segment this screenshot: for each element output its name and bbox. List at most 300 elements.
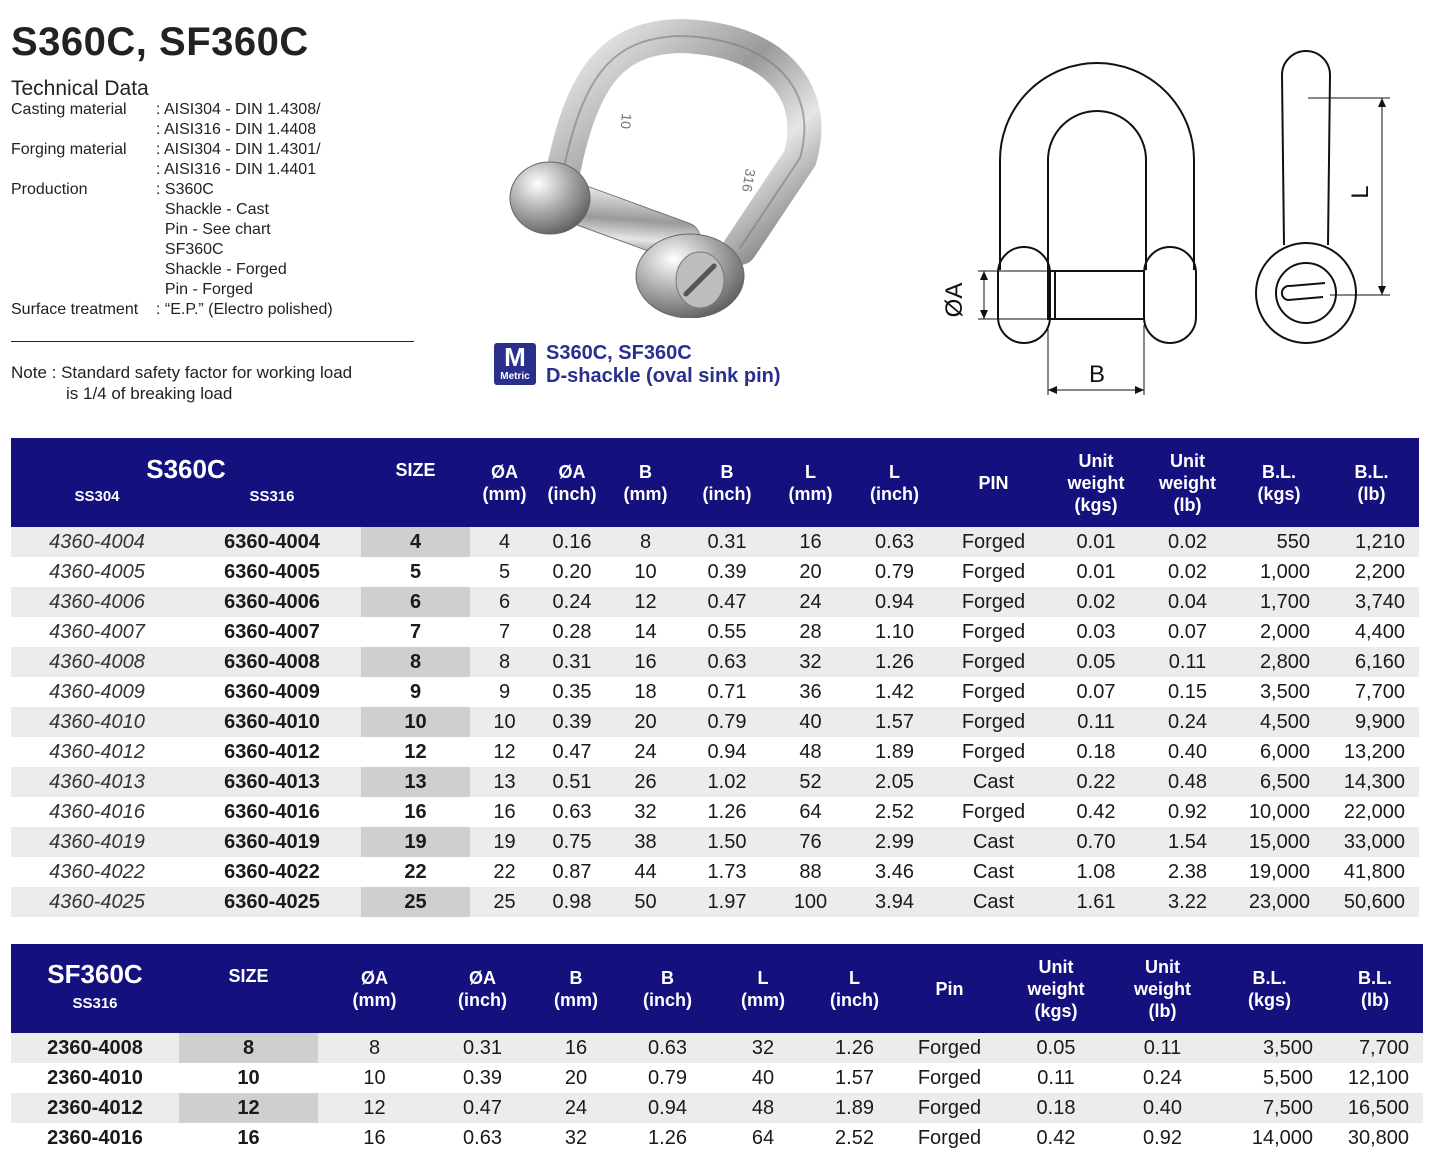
- spec-value: : “E.P.” (Electro polished): [156, 301, 333, 318]
- photo-mark-top: 10: [617, 112, 635, 130]
- table-cell: 12: [493, 740, 516, 763]
- table-cell: 0.55: [707, 620, 747, 643]
- column-header-line: B.L.: [1354, 461, 1389, 482]
- sf-ss316-label: SS316: [72, 994, 118, 1012]
- table-cell: 12: [318, 1093, 431, 1123]
- table-cell: 4360-4010: [11, 707, 183, 737]
- table-cell: 40: [768, 707, 853, 737]
- table-cell: 3,500: [1259, 680, 1310, 703]
- table-cell: 20: [605, 707, 686, 737]
- column-header: [431, 944, 534, 1033]
- table-cell: 0.39: [463, 1066, 502, 1089]
- table-cell: 1.26: [809, 1033, 900, 1063]
- sf360c-group-header: [11, 944, 179, 1033]
- spec-value: Shackle - Cast: [156, 201, 269, 218]
- table-cell: 0.24: [539, 587, 605, 617]
- table-cell: 0.03: [1076, 620, 1116, 643]
- table-cell: 25: [361, 887, 470, 917]
- s360c-group-title: S360C: [146, 453, 226, 484]
- table-cell: 18: [634, 680, 657, 703]
- table-cell: 50,600: [1324, 887, 1419, 917]
- table-cell: 0.92: [1143, 1126, 1182, 1149]
- table-cell: 1.57: [853, 707, 936, 737]
- table-cell: 7,700: [1327, 1033, 1423, 1063]
- column-header: [1324, 438, 1419, 527]
- table-cell: Cast: [972, 860, 1015, 883]
- table-cell: 12,100: [1347, 1066, 1409, 1089]
- table-cell: 14: [634, 620, 657, 643]
- metric-text: Metric: [500, 371, 530, 382]
- table-row: [11, 797, 1419, 827]
- spec-value: : S360C: [156, 181, 214, 198]
- table-cell: 10: [363, 1066, 386, 1089]
- column-header-line: ØA: [491, 461, 518, 482]
- column-header-line: B.L.: [1262, 461, 1296, 482]
- column-header-line: SIZE: [228, 965, 269, 986]
- table-cell: 0.22: [1051, 767, 1141, 797]
- page-title: S360C, SF360C: [11, 20, 309, 64]
- table-cell: 48: [717, 1093, 809, 1123]
- table-cell: 6,160: [1324, 647, 1419, 677]
- table-cell: 8: [179, 1033, 318, 1063]
- table-cell: 76: [768, 827, 853, 857]
- table-cell: 9: [498, 680, 511, 703]
- table-cell: 33,000: [1324, 827, 1419, 857]
- table-cell: 2.52: [835, 1126, 874, 1149]
- table-cell: 0.11: [1113, 1033, 1212, 1063]
- column-header: [534, 944, 618, 1033]
- table-cell: 6360-4007: [224, 620, 320, 643]
- table-cell: 20: [799, 560, 822, 583]
- table-cell: 6: [361, 587, 470, 617]
- table-cell: 1.42: [875, 680, 914, 703]
- table-cell: 5: [498, 560, 511, 583]
- table-cell: 2.99: [853, 827, 936, 857]
- column-header: [470, 438, 539, 527]
- spec-value: : AISI316 - DIN 1.4401: [156, 161, 317, 178]
- table-cell: 0.51: [539, 767, 605, 797]
- table-cell: 2360-4010: [47, 1066, 143, 1089]
- spec-key: Surface treatment: [11, 301, 139, 318]
- table-cell: 9,900: [1324, 707, 1419, 737]
- table-cell: 4360-4013: [11, 767, 183, 797]
- table-cell: 0.31: [431, 1033, 534, 1063]
- table-cell: 2360-4012: [11, 1093, 179, 1123]
- table-cell: 0.94: [618, 1093, 717, 1123]
- table-cell: 7,700: [1354, 680, 1405, 703]
- column-header-line: Unit: [1145, 956, 1180, 977]
- table-cell: 1.89: [875, 740, 914, 763]
- table-cell: Forged: [961, 620, 1026, 643]
- table-cell: 0.04: [1141, 587, 1234, 617]
- table-cell: 0.02: [1141, 527, 1234, 557]
- table-cell: Cast: [936, 887, 1051, 917]
- column-header-line: weight: [1027, 978, 1085, 999]
- product-description: D-shackle (oval sink pin): [546, 365, 781, 387]
- table-cell: 0.24: [1143, 1066, 1182, 1089]
- table-cell: 36: [799, 680, 822, 703]
- table-cell: 4360-4009: [49, 680, 145, 703]
- column-header-line: (mm): [554, 989, 598, 1010]
- table-cell: 6360-4025: [183, 887, 361, 917]
- table-cell: 30,800: [1347, 1126, 1409, 1149]
- table-cell: 48: [799, 740, 822, 763]
- table-cell: 12: [404, 740, 427, 763]
- table-cell: 10: [361, 707, 470, 737]
- table-cell: 8: [318, 1033, 431, 1063]
- table-row: [11, 827, 1419, 857]
- table-cell: 1.54: [1141, 827, 1234, 857]
- table-cell: Forged: [961, 740, 1026, 763]
- table-cell: 0.40: [1113, 1093, 1212, 1123]
- table-cell: 9: [409, 680, 422, 703]
- table-cell: 2.05: [853, 767, 936, 797]
- table-cell: 0.79: [875, 560, 914, 583]
- table-cell: 15,000: [1234, 827, 1324, 857]
- table-cell: 0.63: [463, 1126, 502, 1149]
- column-header: [539, 438, 605, 527]
- table-cell: 6360-4013: [183, 767, 361, 797]
- table-cell: 4,400: [1354, 620, 1405, 643]
- column-header-line: B: [639, 461, 652, 482]
- table-cell: 0.16: [539, 527, 605, 557]
- sf360c-group-title: SF360C: [47, 958, 143, 989]
- column-header-line: Pin: [935, 978, 964, 999]
- table-cell: 4360-4005: [49, 560, 145, 583]
- table-cell: 6360-4019: [183, 827, 361, 857]
- table-cell: 5,500: [1262, 1066, 1313, 1089]
- column-header: [1234, 438, 1324, 527]
- column-header-line: weight: [1134, 978, 1191, 999]
- table-cell: Forged: [936, 527, 1051, 557]
- table-cell: 50: [605, 887, 686, 917]
- table-cell: Cast: [936, 767, 1051, 797]
- column-header-line: Unit: [1038, 956, 1074, 977]
- s360c-table: [11, 438, 1419, 917]
- technical-drawing: [930, 40, 1400, 400]
- column-header-line: ØA: [558, 461, 586, 482]
- table-cell: 16: [493, 800, 516, 823]
- table-cell: 24: [634, 740, 657, 763]
- spec-value: : AISI304 - DIN 1.4301/: [156, 141, 321, 158]
- table-cell: 0.63: [853, 527, 936, 557]
- table-cell: 0.39: [539, 707, 605, 737]
- table-cell: 0.92: [1168, 800, 1207, 823]
- table-row: [11, 737, 1419, 767]
- table-cell: 0.02: [1168, 560, 1207, 583]
- table-cell: 0.11: [1141, 647, 1234, 677]
- table-cell: 0.05: [999, 1033, 1113, 1063]
- metric-letter: M: [504, 342, 526, 372]
- table-cell: 22: [404, 860, 427, 883]
- table-cell: 4360-4007: [49, 620, 145, 643]
- table-cell: 13: [361, 767, 470, 797]
- table-cell: 4360-4019: [11, 827, 183, 857]
- column-header-line: (mm): [352, 989, 397, 1010]
- column-header: [809, 944, 900, 1033]
- column-header-line: B: [720, 461, 734, 482]
- table-cell: 0.94: [853, 587, 936, 617]
- table-cell: Forged: [936, 647, 1051, 677]
- table-row: [11, 527, 1419, 557]
- table-cell: 7: [409, 620, 422, 643]
- table-cell: 0.31: [539, 647, 605, 677]
- column-header-line: weight: [1159, 472, 1216, 493]
- table-row: [11, 887, 1419, 917]
- column-header-line: ØA: [361, 967, 388, 988]
- table-cell: Forged: [917, 1126, 982, 1149]
- table-cell: 26: [605, 767, 686, 797]
- table-cell: 0.48: [1141, 767, 1234, 797]
- column-header: [605, 438, 686, 527]
- column-header-line: B: [569, 967, 583, 988]
- table-cell: 19: [361, 827, 470, 857]
- metric-badge: [494, 343, 536, 385]
- table-cell: 0.63: [686, 647, 768, 677]
- table-cell: 52: [768, 767, 853, 797]
- table-cell: 0.11: [1037, 1066, 1075, 1089]
- table-cell: 10: [634, 560, 657, 583]
- table-cell: 0.35: [552, 680, 592, 703]
- table-cell: 6360-4004: [183, 527, 361, 557]
- table-cell: 1.10: [875, 620, 914, 643]
- table-cell: 19,000: [1248, 860, 1310, 883]
- table-cell: 6360-4010: [183, 707, 361, 737]
- column-header-line: (kgs): [1257, 483, 1301, 504]
- table-cell: 2,000: [1259, 620, 1310, 643]
- table-cell: 6360-4008: [183, 647, 361, 677]
- table-cell: 4360-4008: [11, 647, 183, 677]
- table-cell: 4: [361, 527, 470, 557]
- table-cell: 0.70: [1051, 827, 1141, 857]
- dim-label-l: L: [1347, 185, 1374, 199]
- column-header-line: (lb): [1357, 483, 1386, 504]
- table-row: [11, 767, 1419, 797]
- table-cell: 32: [634, 800, 657, 823]
- table-cell: 0.47: [686, 587, 768, 617]
- spec-key: Production: [11, 181, 88, 198]
- table-cell: 64: [799, 800, 822, 823]
- column-header-line: B.L.: [1358, 967, 1392, 988]
- column-header: [768, 438, 853, 527]
- table-cell: 1,210: [1324, 527, 1419, 557]
- table-cell: 0.79: [686, 707, 768, 737]
- divider: [11, 341, 414, 342]
- table-cell: 6,000: [1259, 740, 1310, 763]
- table-cell: 14,300: [1324, 767, 1419, 797]
- table-cell: 1.26: [853, 647, 936, 677]
- table-cell: 4360-4004: [11, 527, 183, 557]
- table-cell: 6,500: [1234, 767, 1324, 797]
- table-cell: 6360-4022: [224, 860, 320, 883]
- table-cell: 0.01: [1051, 527, 1141, 557]
- table-cell: 0.01: [1076, 560, 1116, 583]
- column-header-line: ØA: [469, 967, 496, 988]
- column-header-line: L: [889, 461, 900, 482]
- table-cell: 16: [237, 1126, 260, 1149]
- spec-key: Forging material: [11, 141, 127, 158]
- column-header: [853, 438, 936, 527]
- column-header: [1113, 944, 1212, 1033]
- column-header-line: SIZE: [395, 459, 436, 480]
- table-cell: 12: [179, 1093, 318, 1123]
- table-cell: 7: [498, 620, 511, 643]
- table-cell: 5: [409, 560, 422, 583]
- column-header-line: PIN: [978, 472, 1009, 493]
- table-cell: 23,000: [1234, 887, 1324, 917]
- table-cell: 0.47: [552, 740, 592, 763]
- table-cell: 0.18: [1076, 740, 1116, 763]
- table-cell: 0.15: [1168, 680, 1207, 703]
- table-cell: 0.24: [1141, 707, 1234, 737]
- table-cell: 0.02: [1051, 587, 1141, 617]
- column-header: [318, 944, 431, 1033]
- column-header: [1212, 944, 1327, 1033]
- table-cell: 44: [634, 860, 657, 883]
- table-cell: 10: [470, 707, 539, 737]
- column-header: [717, 944, 809, 1033]
- table-row: [11, 1123, 1423, 1153]
- table-cell: 19: [470, 827, 539, 857]
- table-cell: 1.26: [707, 800, 747, 823]
- table-cell: 4360-4006: [11, 587, 183, 617]
- table-cell: 6: [470, 587, 539, 617]
- ss304-label: SS304: [74, 487, 120, 505]
- ss316-label: SS316: [249, 487, 295, 505]
- column-header: [900, 944, 999, 1033]
- column-header-line: (mm): [788, 483, 833, 504]
- spec-key: Casting material: [11, 101, 127, 118]
- table-cell: 0.07: [1076, 680, 1116, 703]
- column-header-line: (mm): [623, 483, 668, 504]
- column-header: [618, 944, 717, 1033]
- column-header-line: (kgs): [1034, 1000, 1078, 1021]
- table-cell: 4360-4012: [49, 740, 145, 763]
- table-cell: 6360-4006: [183, 587, 361, 617]
- table-row: [11, 707, 1419, 737]
- table-cell: 1.50: [686, 827, 768, 857]
- table-cell: 16,500: [1327, 1093, 1423, 1123]
- column-header-line: (inch): [458, 989, 507, 1010]
- table-cell: 1.08: [1076, 860, 1116, 883]
- column-header: [361, 438, 470, 527]
- spec-value: Pin - See chart: [156, 221, 271, 238]
- table-cell: 0.47: [431, 1093, 534, 1123]
- spec-value: Shackle - Forged: [156, 261, 287, 278]
- spec-value: : AISI304 - DIN 1.4308/: [156, 101, 321, 118]
- table-cell: 3,500: [1212, 1033, 1327, 1063]
- table-cell: 22: [493, 860, 516, 883]
- column-header-line: (mm): [741, 989, 785, 1010]
- table-cell: 7,500: [1212, 1093, 1327, 1123]
- table-cell: 0.07: [1168, 620, 1207, 643]
- table-row: [11, 587, 1419, 617]
- table-cell: 0.11: [1051, 707, 1141, 737]
- table-cell: 0.63: [618, 1033, 717, 1063]
- table-cell: Forged: [900, 1093, 999, 1123]
- table-cell: 1,700: [1234, 587, 1324, 617]
- table-row: [11, 677, 1419, 707]
- table-cell: 6360-4009: [224, 680, 320, 703]
- spec-value: Pin - Forged: [156, 281, 253, 298]
- table-cell: 41,800: [1343, 860, 1405, 883]
- table-cell: 2.38: [1168, 860, 1207, 883]
- table-cell: 32: [564, 1126, 588, 1149]
- column-header-line: B: [661, 967, 674, 988]
- table-cell: 16: [768, 527, 853, 557]
- table-row: [11, 1093, 1423, 1123]
- s360c-group-header: [11, 438, 361, 527]
- table-cell: 100: [768, 887, 853, 917]
- column-header-line: (inch): [870, 483, 919, 504]
- table-cell: 4,500: [1234, 707, 1324, 737]
- table-cell: 28: [799, 620, 822, 643]
- column-header-line: (inch): [830, 989, 879, 1010]
- table-row: [11, 857, 1419, 887]
- table-cell: 40: [751, 1066, 775, 1089]
- table-cell: Forged: [961, 560, 1026, 583]
- table-cell: 32: [768, 647, 853, 677]
- note-line-2: is 1/4 of breaking load: [66, 384, 233, 403]
- table-cell: 0.39: [707, 560, 747, 583]
- column-header-line: (kgs): [1074, 494, 1118, 515]
- column-header: [936, 438, 1051, 527]
- table-cell: 1.73: [707, 860, 747, 883]
- table-cell: 0.20: [552, 560, 592, 583]
- table-cell: Forged: [936, 587, 1051, 617]
- column-header-line: (lb): [1361, 989, 1389, 1010]
- sf360c-table: [11, 944, 1423, 1153]
- column-header: [179, 944, 318, 1033]
- table-cell: 20: [564, 1066, 588, 1089]
- table-cell: 16: [363, 1126, 386, 1149]
- table-cell: 2360-4016: [47, 1126, 143, 1149]
- table-cell: 3.94: [853, 887, 936, 917]
- table-row: [11, 617, 1419, 647]
- table-cell: 14,000: [1251, 1126, 1313, 1149]
- table-cell: 16: [605, 647, 686, 677]
- table-cell: 12: [605, 587, 686, 617]
- table-row: [11, 557, 1419, 587]
- table-cell: Forged: [936, 707, 1051, 737]
- table-cell: Forged: [917, 1066, 982, 1089]
- column-header: [1051, 438, 1141, 527]
- table-cell: Forged: [900, 1033, 999, 1063]
- table-cell: 1.57: [835, 1066, 874, 1089]
- column-header-line: L: [805, 461, 816, 482]
- table-cell: Cast: [936, 827, 1051, 857]
- table-cell: 8: [361, 647, 470, 677]
- table-cell: 0.05: [1051, 647, 1141, 677]
- table-cell: 25: [470, 887, 539, 917]
- table-cell: 2,200: [1354, 560, 1405, 583]
- note-line-1: Note : Standard safety factor for working load: [11, 363, 353, 382]
- table-cell: 16: [534, 1033, 618, 1063]
- table-cell: 1.97: [686, 887, 768, 917]
- technical-data-heading: Technical Data: [11, 77, 149, 100]
- spec-value: : AISI316 - DIN 1.4408: [156, 121, 317, 138]
- table-cell: 8: [470, 647, 539, 677]
- column-header-line: Unit: [1078, 450, 1114, 471]
- table-cell: Forged: [961, 680, 1026, 703]
- column-header: [686, 438, 768, 527]
- column-header-line: L: [849, 967, 860, 988]
- shackle-photo: [500, 18, 830, 318]
- table-cell: 3.46: [875, 860, 914, 883]
- table-cell: 0.98: [539, 887, 605, 917]
- table-cell: 1.26: [648, 1126, 687, 1149]
- column-header-line: (mm): [482, 483, 527, 504]
